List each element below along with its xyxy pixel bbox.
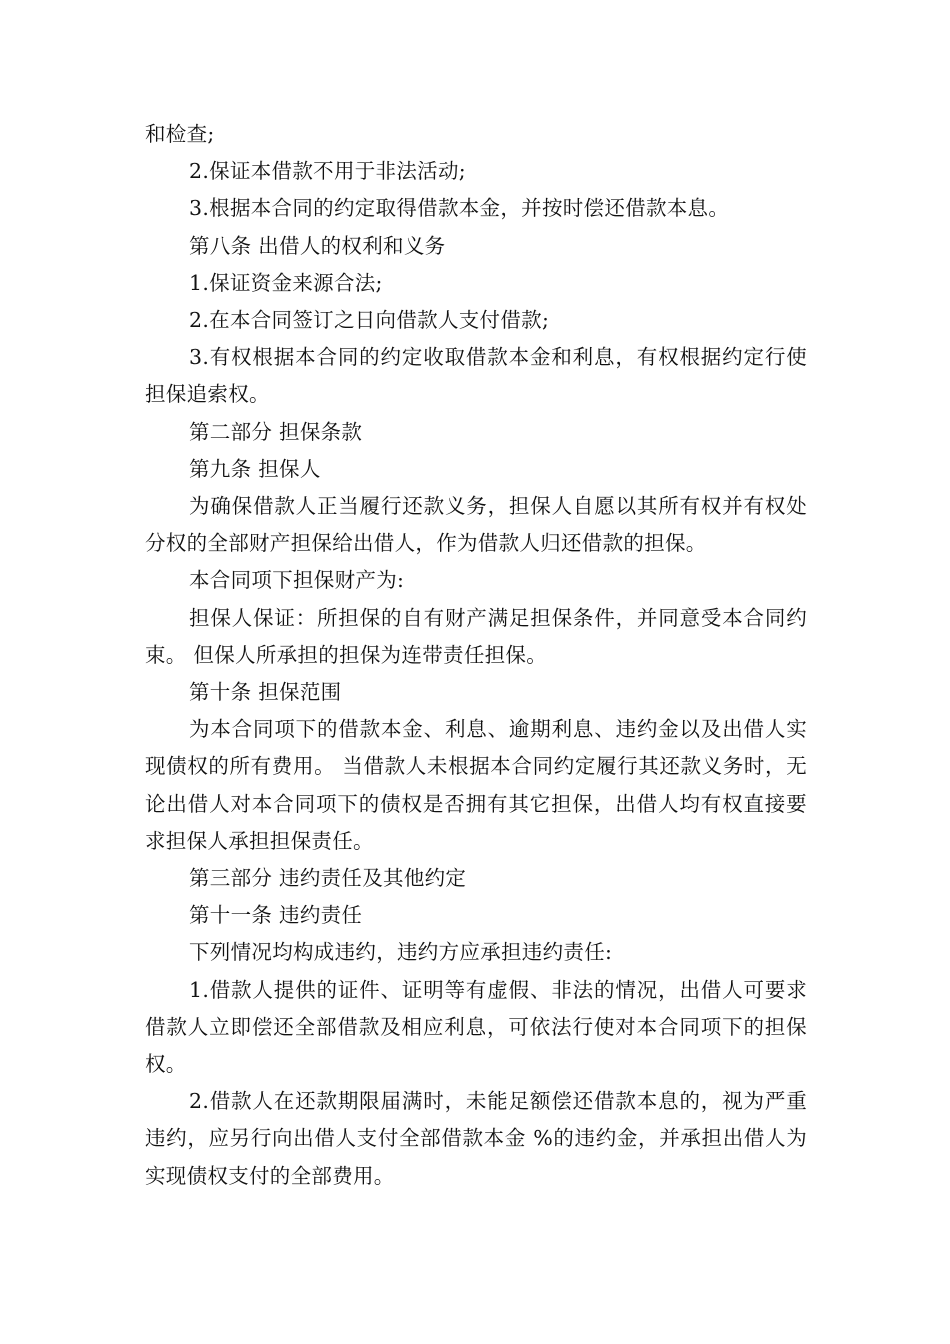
paragraph-item: 1.保证资金来源合法;: [189, 270, 383, 295]
article-heading: 第八条 出借人的权利和义务: [189, 233, 446, 258]
article-heading: 第九条 担保人: [189, 456, 321, 481]
part-heading: 第二部分 担保条款: [189, 419, 363, 444]
paragraph-continuation: 和检查;: [145, 122, 215, 146]
paragraph-item: 3.有权根据本合同的约定收取借款本金和利息，有权根据约定行使担保追索权。: [145, 345, 807, 407]
paragraph-body: 为本合同项下的借款本金、利息、逾期利息、违约金以及出借人实现债权的所有费用。 当借款人未根据本合同约定履行其还款义务时，无论出借人对本合同项下的债权是否拥有其它担保，出借人均有权直接要求担保人承担担保责任。: [145, 717, 807, 853]
paragraph-item: 2.借款人在还款期限届满时，未能足额偿还借款本息的，视为严重违约，应另行向出借人支付全部借款本金 %的违约金，并承担出借人为实现债权支付的全部费用。: [145, 1089, 807, 1188]
paragraph-item: 2.保证本借款不用于非法活动;: [189, 159, 466, 184]
paragraph-body: 本合同项下担保财产为:: [189, 568, 405, 593]
document-body: [145, 116, 807, 1195]
paragraph-body: 担保人保证：所担保的自有财产满足担保条件，并同意受本合同约束。 但保人所承担的担保为连带责任担保。: [145, 605, 807, 667]
article-heading: 第十条 担保范围: [189, 680, 342, 705]
paragraph-item: 3.根据本合同的约定取得借款本金，并按时偿还借款本息。: [189, 196, 730, 221]
article-heading: 第十一条 违约责任: [189, 903, 363, 928]
paragraph-item: 1.借款人提供的证件、证明等有虚假、非法的情况，出借人可要求借款人立即偿还全部借款及相应利息，可依法行使对本合同项下的担保权。: [145, 977, 807, 1077]
part-heading: 第三部分 违约责任及其他约定: [189, 866, 467, 891]
paragraph-body: 为确保借款人正当履行还款义务，担保人自愿以其所有权并有权处分权的全部财产担保给出借人，作为借款人归还借款的担保。: [145, 494, 807, 556]
paragraph-item: 2.在本合同签订之日向借款人支付借款;: [189, 308, 550, 333]
paragraph-body: 下列情况均构成违约，违约方应承担违约责任:: [189, 940, 613, 965]
